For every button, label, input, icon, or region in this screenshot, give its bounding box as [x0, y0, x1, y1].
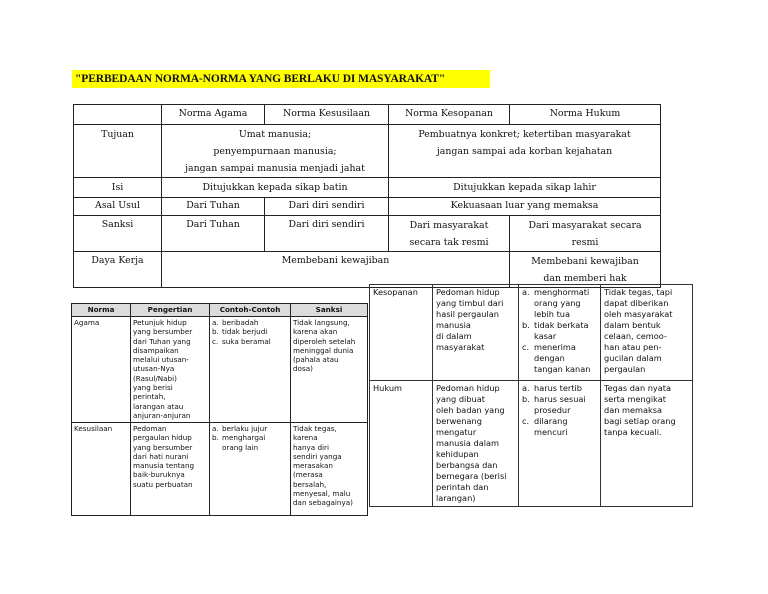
text-line: dapat diberikan: [604, 298, 669, 308]
text-line: bernegara (berisi: [436, 471, 507, 481]
header-empty: [74, 105, 162, 125]
sanksi-hukum: [510, 216, 661, 252]
list-item: [522, 342, 597, 353]
pengertian-cell: [433, 381, 519, 507]
text-line: hasil pergaulan: [436, 309, 499, 319]
text-line: Tidak tegas, tapi: [604, 287, 673, 297]
header-row: [74, 105, 661, 125]
list-marker: a.: [522, 287, 530, 297]
text-line: (pahala atau: [293, 355, 339, 365]
text-line: melalui utusan-: [133, 355, 189, 365]
list-item: [212, 424, 288, 433]
header-row: [72, 304, 368, 317]
text-line: yang dibuat: [436, 394, 485, 404]
contoh-cell: [519, 285, 601, 381]
text-line: (merasa: [293, 470, 323, 480]
header-norma-kesopanan: Norma Kesopanan: [389, 105, 510, 125]
text-line: Membebani kewajiban: [531, 256, 639, 267]
text-line: hanya diri: [293, 442, 329, 452]
text-line: suatu perbuatan: [133, 479, 193, 489]
text-line: berwenang: [436, 416, 482, 426]
table-row: [72, 317, 368, 423]
list-item-text: beribadah: [222, 318, 259, 327]
text-line: jangan sampai manusia menjadi jahat: [185, 163, 365, 174]
text-line: Umat manusia;: [238, 129, 312, 140]
text-line: sendiri yanga: [293, 451, 342, 461]
contoh-cell: [519, 381, 601, 507]
text-line: diperoleh setelah: [293, 336, 356, 346]
text-line: Pedoman: [133, 424, 167, 433]
sanksi-cell: [291, 423, 368, 516]
norm-comparison-table: [73, 104, 661, 288]
row-label: Tujuan: [74, 125, 162, 178]
sanksi-cell: [601, 381, 693, 507]
header-pengertian: Pengertian: [131, 304, 210, 317]
list-item-text: suka beramal: [222, 336, 271, 346]
text-line: dari Tuhan yang: [133, 336, 191, 346]
isi-kesopanan-hukum: Ditujukkan kepada sikap lahir: [389, 178, 661, 198]
sanksi-kesusilaan: Dari diri sendiri: [265, 216, 389, 252]
row-tujuan: [74, 125, 661, 178]
header-norma-hukum: Norma Hukum: [510, 105, 661, 125]
text-line: dan memberi hak: [543, 273, 627, 284]
text-line: Pedoman hidup: [436, 383, 500, 393]
list-item-continuation: orang yang: [534, 298, 581, 308]
list-item-continuation: kasar: [534, 331, 557, 341]
text-line: jangan sampai ada korban kejahatan: [436, 146, 613, 157]
text-line: penyempurnaan manusia;: [213, 146, 337, 157]
list-item-continuation: mencuri: [534, 427, 568, 437]
text-line: berbangsa dan: [436, 460, 498, 470]
contoh-cell: [210, 317, 291, 423]
norma-cell: Hukum: [370, 381, 433, 507]
header-contoh: Contoh-Contoh: [210, 304, 291, 317]
document-title: "PERBEDAAN NORMA-NORMA YANG BERLAKU DI MASYARAKAT": [72, 70, 490, 88]
sanksi-kesopanan: [389, 216, 510, 252]
text-line: dan sebagainya): [293, 498, 353, 508]
list-item-continuation: prosedur: [534, 405, 571, 415]
row-label: Isi: [74, 178, 162, 198]
list-item: [212, 433, 288, 442]
text-line: perintah,: [133, 392, 166, 402]
text-line: manusia dalam: [436, 438, 500, 448]
header-norma-kesusilaan: Norma Kesusilaan: [265, 105, 389, 125]
text-line: dan memaksa: [604, 405, 663, 415]
asal-usul-agama: Dari Tuhan: [162, 198, 265, 216]
row-asal-usul: [74, 198, 661, 216]
text-line: bagi setiap orang: [604, 416, 676, 426]
text-line: resmi: [571, 237, 599, 248]
text-line: bersalah,: [293, 479, 327, 489]
list-item-text: menghargai: [222, 433, 266, 443]
list-marker: c.: [522, 342, 530, 352]
pengertian-cell: [131, 317, 210, 423]
row-label: Asal Usul: [74, 198, 162, 216]
text-line: meninggal dunia: [293, 345, 354, 355]
list-item: [522, 394, 597, 405]
text-line: manusia tentang: [133, 461, 195, 471]
list-item-text: tidak berjudi: [222, 327, 268, 337]
list-item-continuation: dengan: [534, 353, 565, 363]
text-line: gucilan dalam: [604, 353, 662, 363]
norma-detail-table-continued: [369, 284, 693, 507]
text-line: disampaikan: [133, 345, 179, 355]
table-row: [370, 381, 693, 507]
list-marker: a.: [522, 383, 530, 393]
text-line: yang bersumber: [133, 442, 193, 452]
list-marker: c.: [522, 416, 530, 426]
pengertian-cell: [131, 423, 210, 516]
text-line: kehidupan: [436, 449, 479, 459]
text-line: serta mengikat: [604, 394, 666, 404]
row-daya-kerja: [74, 252, 661, 288]
text-line: mengatur: [436, 427, 477, 437]
text-line: Tidak tegas,: [293, 424, 337, 433]
list-item-text: harus sesuai: [534, 394, 586, 404]
table-row: [72, 423, 368, 516]
list-item: [212, 318, 288, 327]
daya-kerja-hukum: [510, 252, 661, 288]
text-line: Dari masyarakat secara: [528, 220, 642, 231]
text-line: perintah dan: [436, 482, 489, 492]
text-line: manusia: [436, 320, 471, 330]
header-norma: Norma: [72, 304, 131, 317]
text-line: han atau pen-: [604, 342, 662, 352]
text-line: masyarakat: [436, 342, 485, 352]
text-line: menyesal, malu: [293, 489, 351, 499]
sanksi-cell: [601, 285, 693, 381]
list-marker: b.: [212, 327, 219, 337]
text-line: dalam bentuk: [604, 320, 661, 330]
text-line: Pedoman hidup: [436, 287, 500, 297]
list-marker: b.: [522, 394, 530, 404]
list-item-continuation: orang lain: [222, 442, 259, 452]
asal-usul-kesusilaan: Dari diri sendiri: [265, 198, 389, 216]
list-item-continuation: tangan kanan: [534, 364, 591, 374]
list-marker: b.: [212, 433, 219, 443]
header-sanksi: Sanksi: [291, 304, 368, 317]
text-line: dari hati nurani: [133, 451, 189, 461]
list-item-text: menerima: [534, 342, 576, 352]
sanksi-agama: Dari Tuhan: [162, 216, 265, 252]
table-row: [370, 285, 693, 381]
list-marker: b.: [522, 320, 530, 330]
text-line: Dari masyarakat: [409, 220, 489, 231]
list-item: [522, 416, 597, 427]
list-item-continuation: lebih tua: [534, 309, 570, 319]
row-label: Sanksi: [74, 216, 162, 252]
list-item: [212, 337, 288, 346]
header-norma-agama: Norma Agama: [162, 105, 265, 125]
text-line: secara tak resmi: [409, 237, 489, 248]
tujuan-agama-kesusilaan: [162, 125, 389, 178]
row-label: Daya Kerja: [74, 252, 162, 288]
text-line: Tidak langsung,: [293, 318, 350, 327]
list-item: [212, 327, 288, 336]
pengertian-cell: [433, 285, 519, 381]
text-line: di dalam: [436, 331, 472, 341]
list-marker: c.: [212, 336, 219, 346]
list-item: [522, 320, 597, 331]
text-line: karena: [293, 433, 318, 443]
list-item-text: tidak berkata: [534, 320, 589, 330]
list-marker: a.: [212, 424, 219, 433]
row-sanksi: [74, 216, 661, 252]
list-item-text: berlaku jujur: [222, 424, 268, 433]
text-line: (Rasul/Nabi): [133, 373, 177, 383]
text-line: oleh masyarakat: [604, 309, 673, 319]
list-item-text: menghormati: [534, 287, 590, 297]
text-line: utusan-Nya: [133, 364, 175, 374]
text-line: Petunjuk hidup: [133, 318, 187, 327]
list-item-text: dilarang: [534, 416, 568, 426]
list-item-text: harus tertib: [534, 383, 582, 393]
text-line: yang bersumber: [133, 327, 193, 337]
text-line: celaan, cemoo-: [604, 331, 667, 341]
text-line: dosa): [293, 364, 313, 374]
text-line: baik-buruknya: [133, 470, 185, 480]
text-line: anjuran-anjuran: [133, 410, 191, 420]
daya-kerja-agama-kesusilaan-kesopanan: Membebani kewajiban: [162, 252, 510, 288]
text-line: merasakan: [293, 461, 333, 471]
text-line: pergaulan hidup: [133, 433, 192, 443]
tujuan-kesopanan-hukum: [389, 125, 661, 178]
isi-agama-kesusilaan: Ditujukkan kepada sikap batin: [162, 178, 389, 198]
text-line: larangan): [436, 493, 476, 503]
text-line: yang timbul dari: [436, 298, 504, 308]
text-line: oleh badan yang: [436, 405, 505, 415]
row-isi: [74, 178, 661, 198]
text-line: larangan atau: [133, 401, 184, 411]
norma-cell: Agama: [72, 317, 131, 423]
text-line: karena akan: [293, 327, 338, 337]
list-item: [522, 383, 597, 394]
text-line: pergaulan: [604, 364, 646, 374]
list-item: [522, 287, 597, 298]
norma-cell: Kesusilaan: [72, 423, 131, 516]
text-line: tanpa kecuali.: [604, 427, 662, 437]
asal-usul-kesopanan-hukum: Kekuasaan luar yang memaksa: [389, 198, 661, 216]
sanksi-cell: [291, 317, 368, 423]
text-line: Tegas dan nyata: [604, 383, 672, 393]
list-marker: a.: [212, 318, 219, 327]
norma-cell: Kesopanan: [370, 285, 433, 381]
text-line: yang berisi: [133, 383, 173, 393]
contoh-cell: [210, 423, 291, 516]
text-line: Pembuatnya konkret; ketertiban masyarakat: [418, 129, 631, 140]
norma-detail-table: [71, 303, 368, 516]
